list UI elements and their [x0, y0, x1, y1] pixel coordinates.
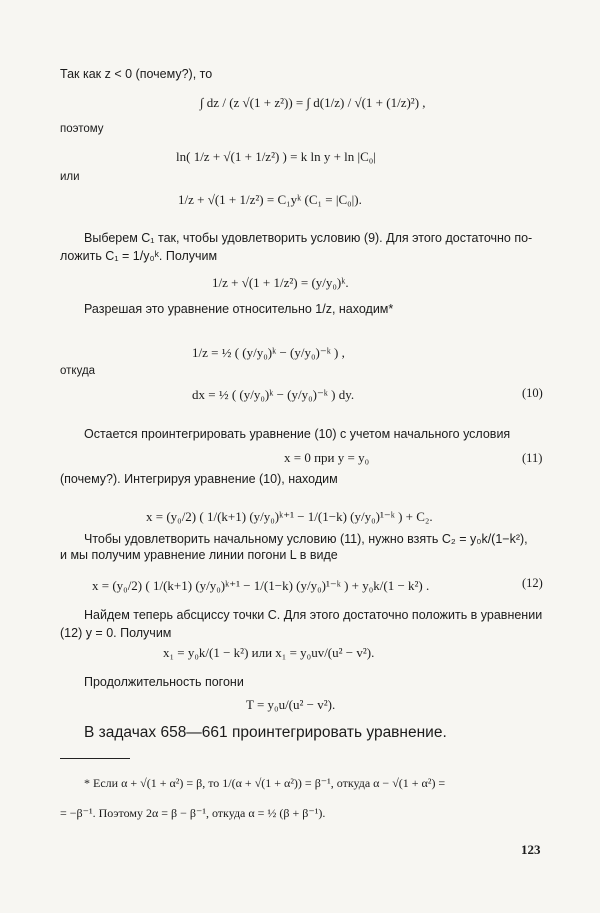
formula-x1: x₁ = y₀k/(1 − k²) или x₁ = y₀uv/(u² − v²). [163, 645, 375, 660]
text-solving: Разрешая это уравнение относительно 1/z, находим* [84, 302, 394, 316]
formula-pursuit-curve: x = (y₀/2) ( 1/(k+1) (y/y₀)ᵏ⁺¹ − 1/(1−k) (y/y₀)¹⁻ᵏ ) + y₀k/(1 − k²) . [92, 578, 430, 593]
footnote-line-1: * Если α + √(1 + α²) = β, то 1/(α + √(1 + α²)) = β⁻¹, откуда α − √(1 + α²) = [84, 776, 446, 790]
formula-integral: ∫ dz / (z √(1 + z²)) = ∫ d(1/z) / √(1 + (1/z)²) , [200, 95, 426, 110]
formula-inverse-z: 1/z = ½ ( (y/y₀)ᵏ − (y/y₀)⁻ᵏ ) , [192, 345, 345, 360]
text-remains: Остается проинтегрировать уравнение (10) с учетом начального условия [84, 427, 511, 441]
intro-line: Так как z < 0 (почему?), то [60, 67, 213, 81]
footnote-rule [60, 758, 130, 759]
formula-time: T = y₀u/(u² − v²). [246, 697, 336, 712]
formula-normalized: 1/z + √(1 + 1/z²) = (y/y₀)ᵏ. [212, 275, 349, 290]
text-find-abscissa-2: (12) y = 0. Получим [60, 626, 172, 640]
formula-dx: dx = ½ ( (y/y₀)ᵏ − (y/y₀)⁻ᵏ ) dy. [192, 387, 355, 402]
text-integrating: (почему?). Интегрируя уравнение (10), находим [60, 472, 338, 486]
equation-number-11: (11) [522, 451, 543, 465]
text-duration: Продолжительность погони [84, 675, 244, 689]
text-to-satisfy-2: и мы получим уравнение линии погони L в виде [60, 548, 338, 562]
section-heading: В задачах 658—661 проинтегрировать уравнение. [84, 724, 447, 741]
formula-x-general: x = (y₀/2) ( 1/(k+1) (y/y₀)ᵏ⁺¹ − 1/(1−k) (y/y₀)¹⁻ᵏ ) + C₂. [146, 509, 433, 524]
formula-initial-condition: x = 0 при y = y₀ [284, 450, 370, 465]
text-find-abscissa-1: Найдем теперь абсциссу точки C. Для этого достаточно положить в уравнении [84, 608, 543, 622]
footnote-line-2: = −β⁻¹. Поэтому 2α = β − β⁻¹, откуда α = ½ (β + β⁻¹). [60, 806, 326, 820]
page-number: 123 [521, 842, 541, 857]
label-or: или [60, 171, 80, 183]
formula-power: 1/z + √(1 + 1/z²) = C₁yᵏ (C₁ = |C₀|). [178, 192, 362, 207]
equation-number-12: (12) [522, 576, 543, 590]
label-whence: откуда [60, 365, 96, 377]
label-therefore: поэтому [60, 123, 104, 135]
text-choose-c1-1: Выберем C₁ так, чтобы удовлетворить условию (9). Для этого достаточно по- [84, 231, 533, 245]
formula-log: ln( 1/z + √(1 + 1/z²) ) = k ln y + ln |C₀| [176, 149, 376, 164]
text-choose-c1-2: ложить C₁ = 1/y₀ᵏ. Получим [60, 249, 218, 263]
text-to-satisfy-1: Чтобы удовлетворить начальному условию (11), нужно взять C₂ = y₀k/(1−k²), [84, 532, 528, 546]
equation-number-10: (10) [522, 386, 543, 400]
